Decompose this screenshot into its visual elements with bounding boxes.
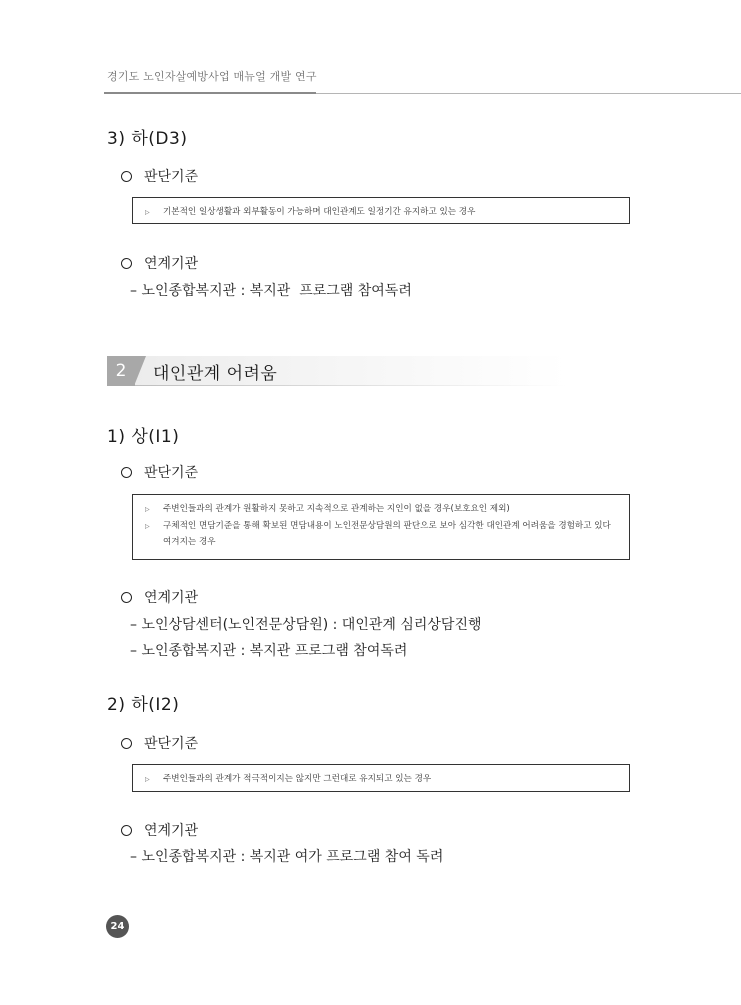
section-title: 대인관계 어려움 bbox=[153, 364, 278, 384]
circle-bullet-icon bbox=[121, 467, 132, 478]
criteria-item: ▷ 주변인들과의 관계가 적극적이지는 않지만 그런대로 유지되고 있는 경우 bbox=[145, 771, 619, 788]
agency-label-text: 연계기관 bbox=[144, 256, 199, 272]
circle-bullet-icon bbox=[121, 171, 132, 182]
criteria-label-i1 bbox=[121, 462, 198, 482]
criteria-label-i2 bbox=[121, 733, 198, 753]
criteria-item: ▷ 구체적인 면담기준을 통해 확보된 면담내용이 노인전문상담원의 판단으로 보아 심각한 대인관계 어려움을 경험하고 있다 여겨지는 경우 bbox=[145, 518, 619, 550]
circle-bullet-icon bbox=[121, 825, 132, 836]
header-rule bbox=[104, 92, 316, 94]
criteria-box-i1 bbox=[132, 494, 630, 560]
triangle-bullet-icon: ▷ bbox=[145, 209, 150, 216]
triangle-bullet-icon: ▷ bbox=[145, 776, 150, 783]
criteria-item: ▷ 주변인들과의 관계가 원활하지 못하고 지속적으로 관계하는 지인이 없을 경우(보호요인 제외) bbox=[145, 501, 619, 518]
circle-bullet-icon bbox=[121, 738, 132, 749]
agency-item-i2-1: – 노인종합복지관 : 복지관 여가 프로그램 참여 독려 bbox=[130, 849, 444, 865]
agency-label-text: 연계기관 bbox=[144, 823, 199, 839]
agency-item-d3-1: – 노인종합복지관 : 복지관 프로그램 참여독려 bbox=[130, 283, 412, 299]
agency-label-i1 bbox=[121, 587, 198, 607]
agency-label-i2 bbox=[121, 820, 198, 840]
circle-bullet-icon bbox=[121, 258, 132, 269]
criteria-label-text: 판단기준 bbox=[144, 169, 199, 185]
section-header-2 bbox=[107, 356, 567, 386]
triangle-bullet-icon: ▷ bbox=[145, 523, 150, 530]
page-number: 24 bbox=[106, 915, 129, 938]
section-number: 2 bbox=[107, 356, 135, 386]
subsection-heading-i1: 1) 상(I1) bbox=[107, 427, 180, 447]
criteria-label-text: 판단기준 bbox=[144, 736, 199, 752]
subsection-heading-d3: 3) 하(D3) bbox=[107, 129, 188, 149]
header-rule-light bbox=[316, 93, 741, 94]
agency-item-i1-2: – 노인종합복지관 : 복지관 프로그램 참여독려 bbox=[130, 643, 408, 659]
agency-label-text: 연계기관 bbox=[144, 590, 199, 606]
criteria-box-i2 bbox=[132, 764, 630, 792]
subsection-heading-i2: 2) 하(I2) bbox=[107, 695, 180, 715]
agency-label-d3 bbox=[121, 253, 198, 273]
criteria-label-d3 bbox=[121, 166, 198, 186]
triangle-bullet-icon: ▷ bbox=[145, 506, 150, 513]
criteria-label-text: 판단기준 bbox=[144, 465, 199, 481]
criteria-item: ▷ 기본적인 일상생활과 외부활동이 가능하며 대인관계도 일정기간 유지하고 있는 경우 bbox=[145, 204, 619, 221]
circle-bullet-icon bbox=[121, 592, 132, 603]
agency-item-i1-1: – 노인상담센터(노인전문상담원) : 대인관계 심리상담진행 bbox=[130, 617, 482, 633]
running-header: 경기도 노인자살예방사업 매뉴얼 개발 연구 bbox=[107, 70, 317, 83]
criteria-box-d3 bbox=[132, 197, 630, 224]
